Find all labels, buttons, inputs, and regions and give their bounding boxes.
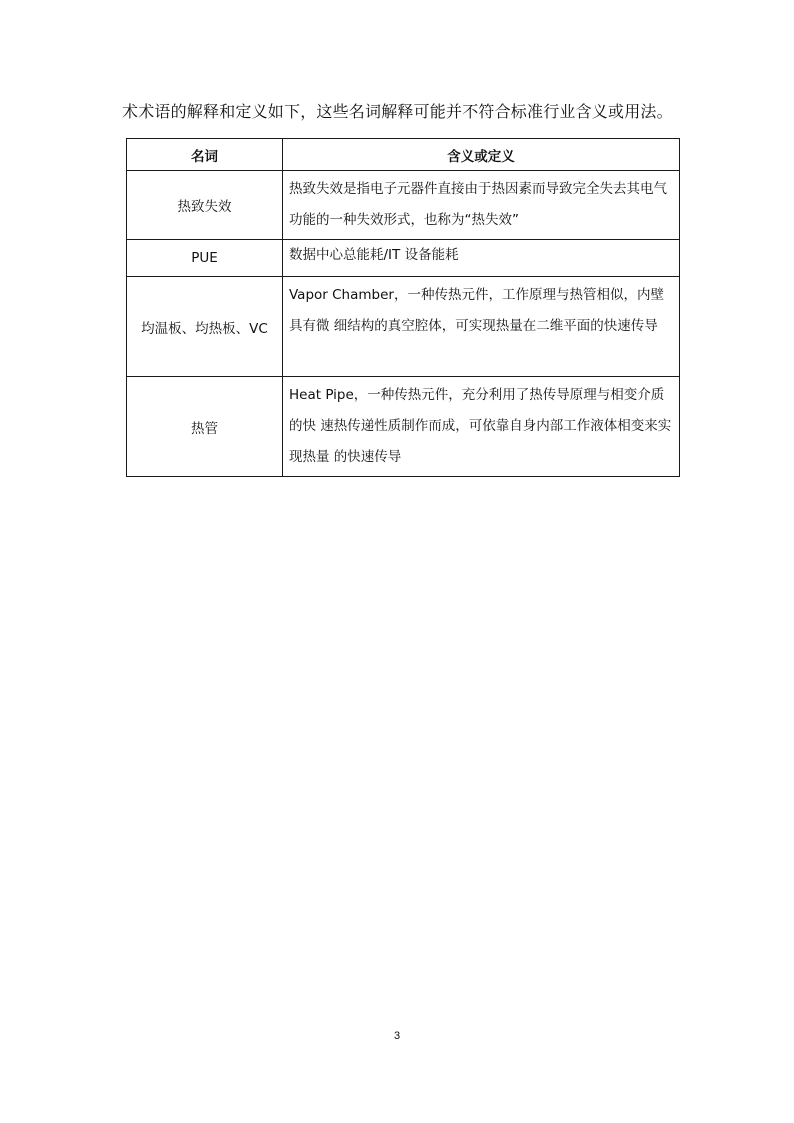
- table-row: [127, 277, 680, 377]
- term-cell: PUE: [127, 240, 283, 277]
- table-row: [127, 377, 680, 477]
- header-definition: 含义或定义: [283, 139, 680, 171]
- intro-paragraph: 术术语的解释和定义如下，这些名词解释可能并不符合标准行业含义或用法。: [122, 102, 673, 121]
- term-cell: 热致失效: [127, 171, 283, 240]
- table-header-row: [127, 139, 680, 171]
- definition-cell: 热致失效是指电子元器件直接由于热因素而导致完全失去其电气功能的一种失效形式，也称为“热失效”: [283, 171, 680, 240]
- definition-cell: 数据中心总能耗/IT 设备能耗: [283, 240, 680, 277]
- definition-cell: Heat Pipe，一种传热元件，充分利用了热传导原理与相变介质的快 速热传递性质制作而成，可依靠自身内部工作液体相变来实现热量 的快速传导: [283, 377, 680, 477]
- header-term: 名词: [127, 139, 283, 171]
- page-number: 3: [393, 1030, 401, 1042]
- definition-cell: Vapor Chamber，一种传热元件，工作原理与热管相似，内壁具有微 细结构的真空腔体，可实现热量在二维平面的快速传导: [283, 277, 680, 377]
- table-row: [127, 171, 680, 240]
- table-row: [127, 240, 680, 277]
- term-cell: 热管: [127, 377, 283, 477]
- glossary-table: [126, 138, 680, 477]
- term-cell: 均温板、均热板、VC: [127, 277, 283, 377]
